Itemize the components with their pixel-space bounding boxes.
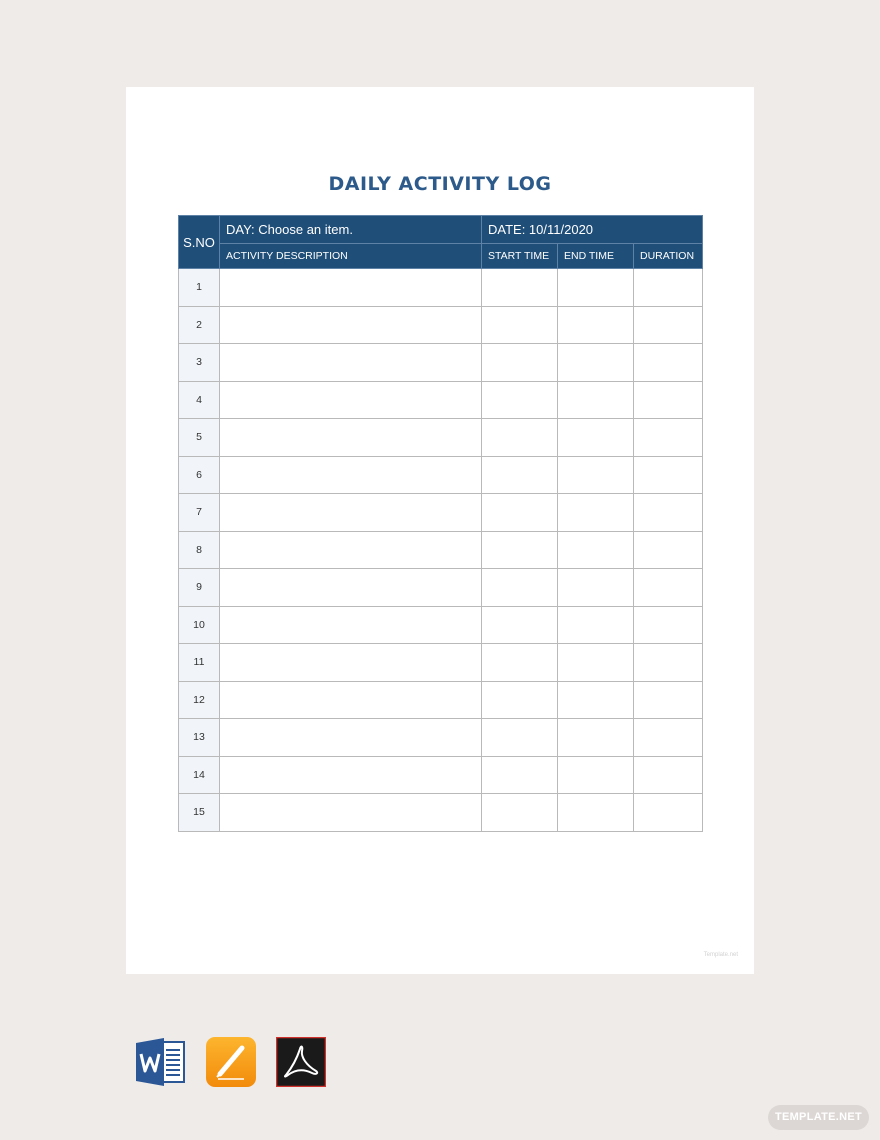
activity-cell[interactable] [220, 306, 482, 344]
end-time-cell[interactable] [558, 644, 634, 682]
activity-cell[interactable] [220, 644, 482, 682]
start-time-cell[interactable] [482, 269, 558, 307]
end-time-cell[interactable] [558, 381, 634, 419]
duration-cell[interactable] [634, 306, 703, 344]
duration-cell[interactable] [634, 794, 703, 832]
col-activity-description: ACTIVITY DESCRIPTION [220, 244, 482, 269]
table-row [179, 306, 703, 344]
activity-log-table [178, 215, 703, 832]
duration-cell[interactable] [634, 681, 703, 719]
table-row [179, 269, 703, 307]
duration-cell[interactable] [634, 344, 703, 382]
row-number: 4 [179, 381, 220, 419]
duration-cell[interactable] [634, 269, 703, 307]
table-row [179, 644, 703, 682]
document-page [126, 87, 754, 974]
table-row [179, 456, 703, 494]
start-time-cell[interactable] [482, 756, 558, 794]
date-field[interactable]: DATE: 10/11/2020 [482, 216, 703, 244]
col-end-time: END TIME [558, 244, 634, 269]
activity-cell[interactable] [220, 269, 482, 307]
end-time-cell[interactable] [558, 269, 634, 307]
end-time-cell[interactable] [558, 456, 634, 494]
start-time-cell[interactable] [482, 794, 558, 832]
duration-cell[interactable] [634, 419, 703, 457]
row-number: 6 [179, 456, 220, 494]
duration-cell[interactable] [634, 606, 703, 644]
end-time-cell[interactable] [558, 681, 634, 719]
row-number: 3 [179, 344, 220, 382]
activity-cell[interactable] [220, 419, 482, 457]
start-time-cell[interactable] [482, 644, 558, 682]
activity-cell[interactable] [220, 456, 482, 494]
activity-cell[interactable] [220, 719, 482, 757]
duration-cell[interactable] [634, 569, 703, 607]
end-time-cell[interactable] [558, 606, 634, 644]
col-start-time: START TIME [482, 244, 558, 269]
start-time-cell[interactable] [482, 494, 558, 532]
start-time-cell[interactable] [482, 681, 558, 719]
app-format-icons [136, 1037, 346, 1087]
activity-cell[interactable] [220, 531, 482, 569]
sno-header: S.NO [179, 216, 220, 269]
table-row [179, 719, 703, 757]
table-row [179, 381, 703, 419]
end-time-cell[interactable] [558, 756, 634, 794]
row-number: 1 [179, 269, 220, 307]
row-number: 12 [179, 681, 220, 719]
start-time-cell[interactable] [482, 381, 558, 419]
start-time-cell[interactable] [482, 456, 558, 494]
start-time-cell[interactable] [482, 606, 558, 644]
template-net-badge[interactable]: TEMPLATE.NET [768, 1105, 869, 1130]
start-time-cell[interactable] [482, 419, 558, 457]
table-row [179, 794, 703, 832]
end-time-cell[interactable] [558, 306, 634, 344]
start-time-cell[interactable] [482, 719, 558, 757]
end-time-cell[interactable] [558, 494, 634, 532]
table-row [179, 531, 703, 569]
start-time-cell[interactable] [482, 306, 558, 344]
activity-cell[interactable] [220, 606, 482, 644]
col-duration: DURATION [634, 244, 703, 269]
activity-cell[interactable] [220, 756, 482, 794]
table-row [179, 681, 703, 719]
activity-cell[interactable] [220, 681, 482, 719]
row-number: 2 [179, 306, 220, 344]
activity-cell[interactable] [220, 569, 482, 607]
table-row [179, 344, 703, 382]
acrobat-icon[interactable] [276, 1037, 326, 1087]
row-number: 15 [179, 794, 220, 832]
table-row [179, 756, 703, 794]
end-time-cell[interactable] [558, 531, 634, 569]
row-number: 9 [179, 569, 220, 607]
duration-cell[interactable] [634, 381, 703, 419]
row-number: 10 [179, 606, 220, 644]
table-row [179, 419, 703, 457]
row-number: 8 [179, 531, 220, 569]
row-number: 13 [179, 719, 220, 757]
duration-cell[interactable] [634, 494, 703, 532]
end-time-cell[interactable] [558, 794, 634, 832]
duration-cell[interactable] [634, 456, 703, 494]
end-time-cell[interactable] [558, 719, 634, 757]
end-time-cell[interactable] [558, 569, 634, 607]
pages-icon[interactable] [206, 1037, 256, 1087]
start-time-cell[interactable] [482, 531, 558, 569]
document-title: DAILY ACTIVITY LOG [328, 173, 552, 195]
row-number: 11 [179, 644, 220, 682]
row-number: 5 [179, 419, 220, 457]
duration-cell[interactable] [634, 531, 703, 569]
row-number: 7 [179, 494, 220, 532]
start-time-cell[interactable] [482, 344, 558, 382]
watermark: Template.net [703, 952, 738, 958]
word-icon[interactable] [136, 1037, 186, 1087]
duration-cell[interactable] [634, 644, 703, 682]
table-row [179, 569, 703, 607]
duration-cell[interactable] [634, 719, 703, 757]
log-rows [179, 269, 703, 832]
row-number: 14 [179, 756, 220, 794]
activity-cell[interactable] [220, 494, 482, 532]
day-field[interactable]: DAY: Choose an item. [220, 216, 482, 244]
end-time-cell[interactable] [558, 344, 634, 382]
duration-cell[interactable] [634, 756, 703, 794]
end-time-cell[interactable] [558, 419, 634, 457]
activity-cell[interactable] [220, 381, 482, 419]
activity-cell[interactable] [220, 344, 482, 382]
table-row [179, 494, 703, 532]
table-row [179, 606, 703, 644]
activity-cell[interactable] [220, 794, 482, 832]
start-time-cell[interactable] [482, 569, 558, 607]
